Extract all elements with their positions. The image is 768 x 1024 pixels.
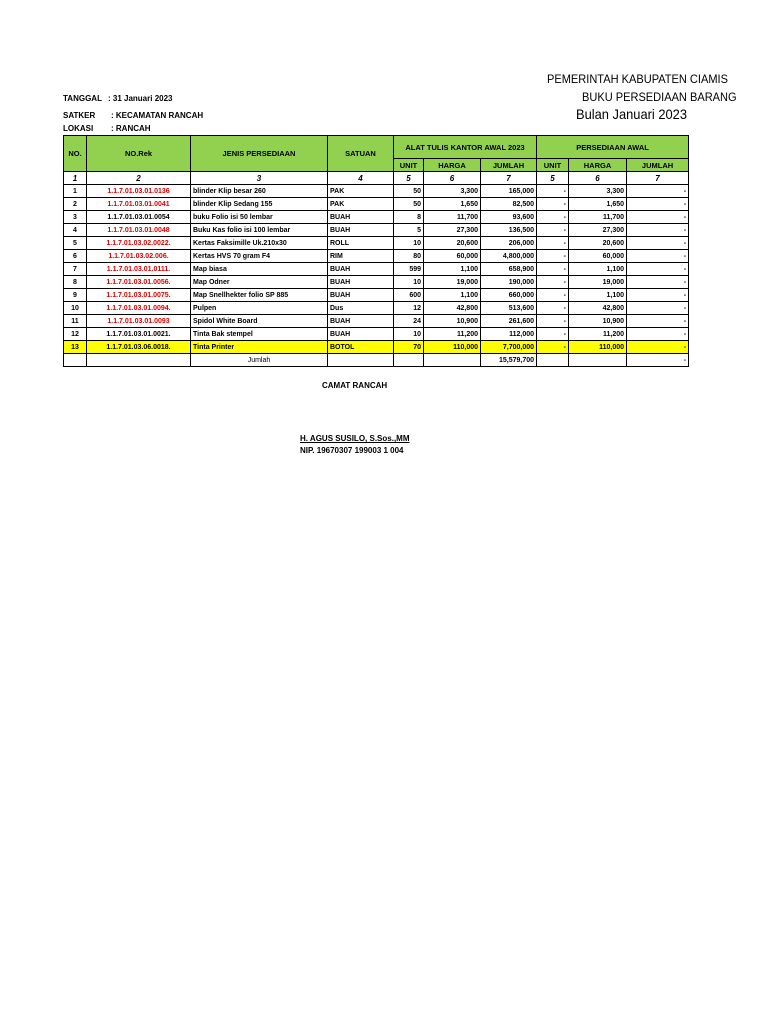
cell-unit: 10 bbox=[394, 276, 424, 289]
total-empty bbox=[87, 354, 191, 367]
cell-p-harga: 42,800 bbox=[569, 302, 627, 315]
header-group-persediaan: PERSEDIAAN AWAL bbox=[537, 136, 689, 159]
cell-unit: 10 bbox=[394, 237, 424, 250]
cell-satuan: BUAH bbox=[328, 276, 394, 289]
signature-title: CAMAT RANCAH bbox=[322, 381, 388, 390]
cell-satuan: ROLL bbox=[328, 237, 394, 250]
cell-jumlah: 112,000 bbox=[481, 328, 537, 341]
lokasi-value: : RANCAH bbox=[111, 124, 151, 133]
cell-p-unit: - bbox=[537, 276, 569, 289]
total-p-jumlah: - bbox=[627, 354, 689, 367]
total-label: Jumlah bbox=[191, 354, 328, 367]
cell-jumlah: 658,900 bbox=[481, 263, 537, 276]
cell-p-harga: 3,300 bbox=[569, 185, 627, 198]
cell-satuan: BUAH bbox=[328, 289, 394, 302]
cell-p-jumlah: - bbox=[627, 289, 689, 302]
cell-harga: 1,100 bbox=[424, 289, 481, 302]
header-no: NO. bbox=[64, 136, 87, 172]
cell-norek: 1.1.7.01.03.01.0041 bbox=[87, 198, 191, 211]
cell-norek: 1.1.7.01.03.01.0094. bbox=[87, 302, 191, 315]
column-number: 6 bbox=[424, 172, 481, 185]
cell-p-jumlah: - bbox=[627, 341, 689, 354]
cell-harga: 27,300 bbox=[424, 224, 481, 237]
cell-satuan: BUAH bbox=[328, 224, 394, 237]
cell-p-jumlah: - bbox=[627, 328, 689, 341]
header-p-harga: HARGA bbox=[569, 159, 627, 172]
table-row bbox=[64, 302, 689, 315]
cell-satuan: PAK bbox=[328, 198, 394, 211]
cell-satuan: BUAH bbox=[328, 328, 394, 341]
cell-harga: 11,700 bbox=[424, 211, 481, 224]
cell-p-harga: 11,200 bbox=[569, 328, 627, 341]
cell-norek: 1.1.7.01.03.01.0048 bbox=[87, 224, 191, 237]
cell-no: 5 bbox=[64, 237, 87, 250]
cell-p-harga: 19,000 bbox=[569, 276, 627, 289]
cell-norek: 1.1.7.01.03.01.0136 bbox=[87, 185, 191, 198]
header-norek: NO.Rek bbox=[87, 136, 191, 172]
cell-p-unit: - bbox=[537, 302, 569, 315]
cell-harga: 11,200 bbox=[424, 328, 481, 341]
cell-satuan: BUAH bbox=[328, 263, 394, 276]
cell-no: 6 bbox=[64, 250, 87, 263]
cell-norek: 1.1.7.01.03.02.0022. bbox=[87, 237, 191, 250]
cell-no: 12 bbox=[64, 328, 87, 341]
cell-no: 9 bbox=[64, 289, 87, 302]
cell-p-unit: - bbox=[537, 328, 569, 341]
cell-norek: 1.1.7.01.03.01.0056. bbox=[87, 276, 191, 289]
header-line-3: Bulan Januari 2023 bbox=[576, 106, 688, 122]
cell-p-harga: 1,650 bbox=[569, 198, 627, 211]
cell-unit: 12 bbox=[394, 302, 424, 315]
cell-jenis: blinder Klip besar 260 bbox=[191, 185, 328, 198]
cell-no: 1 bbox=[64, 185, 87, 198]
cell-p-harga: 11,700 bbox=[569, 211, 627, 224]
table-row bbox=[64, 185, 689, 198]
signature-nip: NIP. 19670307 199003 1 004 bbox=[300, 446, 404, 455]
cell-jenis: Map Odner bbox=[191, 276, 328, 289]
cell-jenis: buku Folio isi 50 lembar bbox=[191, 211, 328, 224]
table-row bbox=[64, 341, 689, 354]
cell-unit: 50 bbox=[394, 185, 424, 198]
header-harga: HARGA bbox=[424, 159, 481, 172]
cell-norek: 1.1.7.01.03.01.0111. bbox=[87, 263, 191, 276]
total-empty bbox=[64, 354, 87, 367]
cell-norek: 1.1.7.01.03.01.0093 bbox=[87, 315, 191, 328]
cell-p-unit: - bbox=[537, 315, 569, 328]
cell-p-harga: 110,000 bbox=[569, 341, 627, 354]
cell-jumlah: 261,600 bbox=[481, 315, 537, 328]
cell-p-unit: - bbox=[537, 250, 569, 263]
cell-norek: 1.1.7.01.03.01.0054 bbox=[87, 211, 191, 224]
cell-jenis: Map biasa bbox=[191, 263, 328, 276]
cell-unit: 599 bbox=[394, 263, 424, 276]
inventory-table-container bbox=[63, 135, 687, 375]
table-row bbox=[64, 328, 689, 341]
cell-p-jumlah: - bbox=[627, 237, 689, 250]
cell-p-jumlah: - bbox=[627, 224, 689, 237]
cell-p-harga: 60,000 bbox=[569, 250, 627, 263]
table-row bbox=[64, 237, 689, 250]
total-empty bbox=[569, 354, 627, 367]
cell-p-harga: 27,300 bbox=[569, 224, 627, 237]
cell-norek: 1.1.7.01.03.06.0018. bbox=[87, 341, 191, 354]
column-number-row bbox=[64, 172, 689, 185]
column-number: 7 bbox=[481, 172, 537, 185]
total-empty bbox=[537, 354, 569, 367]
cell-p-jumlah: - bbox=[627, 302, 689, 315]
cell-jumlah: 660,000 bbox=[481, 289, 537, 302]
cell-p-jumlah: - bbox=[627, 185, 689, 198]
cell-harga: 20,600 bbox=[424, 237, 481, 250]
cell-unit: 10 bbox=[394, 328, 424, 341]
cell-p-harga: 20,600 bbox=[569, 237, 627, 250]
cell-jumlah: 190,000 bbox=[481, 276, 537, 289]
cell-harga: 10,900 bbox=[424, 315, 481, 328]
cell-harga: 19,000 bbox=[424, 276, 481, 289]
lokasi-label: LOKASI bbox=[63, 124, 94, 133]
cell-satuan: BUAH bbox=[328, 315, 394, 328]
table-row bbox=[64, 263, 689, 276]
cell-harga: 60,000 bbox=[424, 250, 481, 263]
cell-p-harga: 10,900 bbox=[569, 315, 627, 328]
cell-satuan: Dus bbox=[328, 302, 394, 315]
cell-p-unit: - bbox=[537, 198, 569, 211]
cell-unit: 8 bbox=[394, 211, 424, 224]
cell-unit: 50 bbox=[394, 198, 424, 211]
cell-jenis: Pulpen bbox=[191, 302, 328, 315]
column-number: 2 bbox=[87, 172, 191, 185]
cell-p-unit: - bbox=[537, 185, 569, 198]
cell-satuan: BOTOL bbox=[328, 341, 394, 354]
cell-p-jumlah: - bbox=[627, 315, 689, 328]
column-number: 5 bbox=[537, 172, 569, 185]
cell-jumlah: 136,500 bbox=[481, 224, 537, 237]
cell-harga: 110,000 bbox=[424, 341, 481, 354]
satker-label: SATKER bbox=[63, 111, 96, 120]
cell-jenis: blinder Klip Sedang 155 bbox=[191, 198, 328, 211]
cell-satuan: RIM bbox=[328, 250, 394, 263]
cell-p-unit: - bbox=[537, 237, 569, 250]
cell-p-unit: - bbox=[537, 263, 569, 276]
cell-p-jumlah: - bbox=[627, 276, 689, 289]
cell-jenis: Spidol White Board bbox=[191, 315, 328, 328]
cell-norek: 1.1.7.01.03.02.006. bbox=[87, 250, 191, 263]
cell-p-unit: - bbox=[537, 289, 569, 302]
total-row bbox=[64, 354, 689, 367]
cell-p-unit: - bbox=[537, 224, 569, 237]
total-value: 15,579,700 bbox=[481, 354, 537, 367]
cell-jumlah: 513,600 bbox=[481, 302, 537, 315]
header-p-jumlah: JUMLAH bbox=[627, 159, 689, 172]
header-unit: UNIT bbox=[394, 159, 424, 172]
cell-no: 11 bbox=[64, 315, 87, 328]
cell-unit: 70 bbox=[394, 341, 424, 354]
cell-unit: 80 bbox=[394, 250, 424, 263]
table-row bbox=[64, 289, 689, 302]
cell-no: 2 bbox=[64, 198, 87, 211]
cell-p-jumlah: - bbox=[627, 198, 689, 211]
cell-jenis: Tinta Printer bbox=[191, 341, 328, 354]
table-row bbox=[64, 211, 689, 224]
table-row bbox=[64, 276, 689, 289]
cell-no: 13 bbox=[64, 341, 87, 354]
cell-p-jumlah: - bbox=[627, 250, 689, 263]
cell-norek: 1.1.7.01.03.01.0021. bbox=[87, 328, 191, 341]
header-line-2: BUKU PERSEDIAAN BARANG bbox=[582, 90, 737, 104]
cell-harga: 1,100 bbox=[424, 263, 481, 276]
cell-satuan: BUAH bbox=[328, 211, 394, 224]
cell-p-harga: 1,100 bbox=[569, 289, 627, 302]
header-jenis: JENIS PERSEDIAAN bbox=[191, 136, 328, 172]
inventory-table bbox=[63, 135, 689, 367]
cell-p-unit: - bbox=[537, 341, 569, 354]
cell-norek: 1.1.7.01.03.01.0075. bbox=[87, 289, 191, 302]
table-row bbox=[64, 250, 689, 263]
tanggal-value: : 31 Januari 2023 bbox=[108, 94, 173, 103]
cell-satuan: PAK bbox=[328, 185, 394, 198]
tanggal-label: TANGGAL bbox=[63, 94, 102, 103]
header-group-atk: ALAT TULIS KANTOR AWAL 2023 bbox=[394, 136, 537, 159]
total-empty bbox=[394, 354, 424, 367]
cell-unit: 24 bbox=[394, 315, 424, 328]
column-number: 7 bbox=[627, 172, 689, 185]
cell-p-harga: 1,100 bbox=[569, 263, 627, 276]
cell-p-unit: - bbox=[537, 211, 569, 224]
cell-jumlah: 206,000 bbox=[481, 237, 537, 250]
table-row bbox=[64, 198, 689, 211]
cell-p-jumlah: - bbox=[627, 263, 689, 276]
cell-unit: 600 bbox=[394, 289, 424, 302]
satker-value: : KECAMATAN RANCAH bbox=[111, 111, 204, 120]
total-empty bbox=[424, 354, 481, 367]
cell-p-jumlah: - bbox=[627, 211, 689, 224]
cell-no: 4 bbox=[64, 224, 87, 237]
header-satuan: SATUAN bbox=[328, 136, 394, 172]
cell-jumlah: 7,700,000 bbox=[481, 341, 537, 354]
cell-harga: 1,650 bbox=[424, 198, 481, 211]
cell-unit: 5 bbox=[394, 224, 424, 237]
signature-name: H. AGUS SUSILO, S.Sos.,MM bbox=[300, 434, 410, 443]
total-empty bbox=[328, 354, 394, 367]
column-number: 3 bbox=[191, 172, 328, 185]
header-p-unit: UNIT bbox=[537, 159, 569, 172]
cell-jumlah: 82,500 bbox=[481, 198, 537, 211]
header-jumlah: JUMLAH bbox=[481, 159, 537, 172]
cell-harga: 42,800 bbox=[424, 302, 481, 315]
cell-no: 7 bbox=[64, 263, 87, 276]
table-row bbox=[64, 315, 689, 328]
column-number: 1 bbox=[64, 172, 87, 185]
cell-jenis: Map Snellhekter folio SP 885 bbox=[191, 289, 328, 302]
column-number: 4 bbox=[328, 172, 394, 185]
cell-no: 3 bbox=[64, 211, 87, 224]
cell-jumlah: 165,000 bbox=[481, 185, 537, 198]
table-row bbox=[64, 224, 689, 237]
cell-no: 8 bbox=[64, 276, 87, 289]
cell-jenis: Tinta Bak stempel bbox=[191, 328, 328, 341]
column-number: 6 bbox=[569, 172, 627, 185]
cell-jumlah: 4,800,000 bbox=[481, 250, 537, 263]
column-number: 5 bbox=[394, 172, 424, 185]
cell-no: 10 bbox=[64, 302, 87, 315]
cell-jenis: Kertas HVS 70 gram F4 bbox=[191, 250, 328, 263]
cell-jenis: Kertas Faksimille Uk.210x30 bbox=[191, 237, 328, 250]
cell-jumlah: 93,600 bbox=[481, 211, 537, 224]
header-line-1: PEMERINTAH KABUPATEN CIAMIS bbox=[547, 72, 728, 86]
cell-jenis: Buku Kas folio isi 100 lembar bbox=[191, 224, 328, 237]
cell-harga: 3,300 bbox=[424, 185, 481, 198]
